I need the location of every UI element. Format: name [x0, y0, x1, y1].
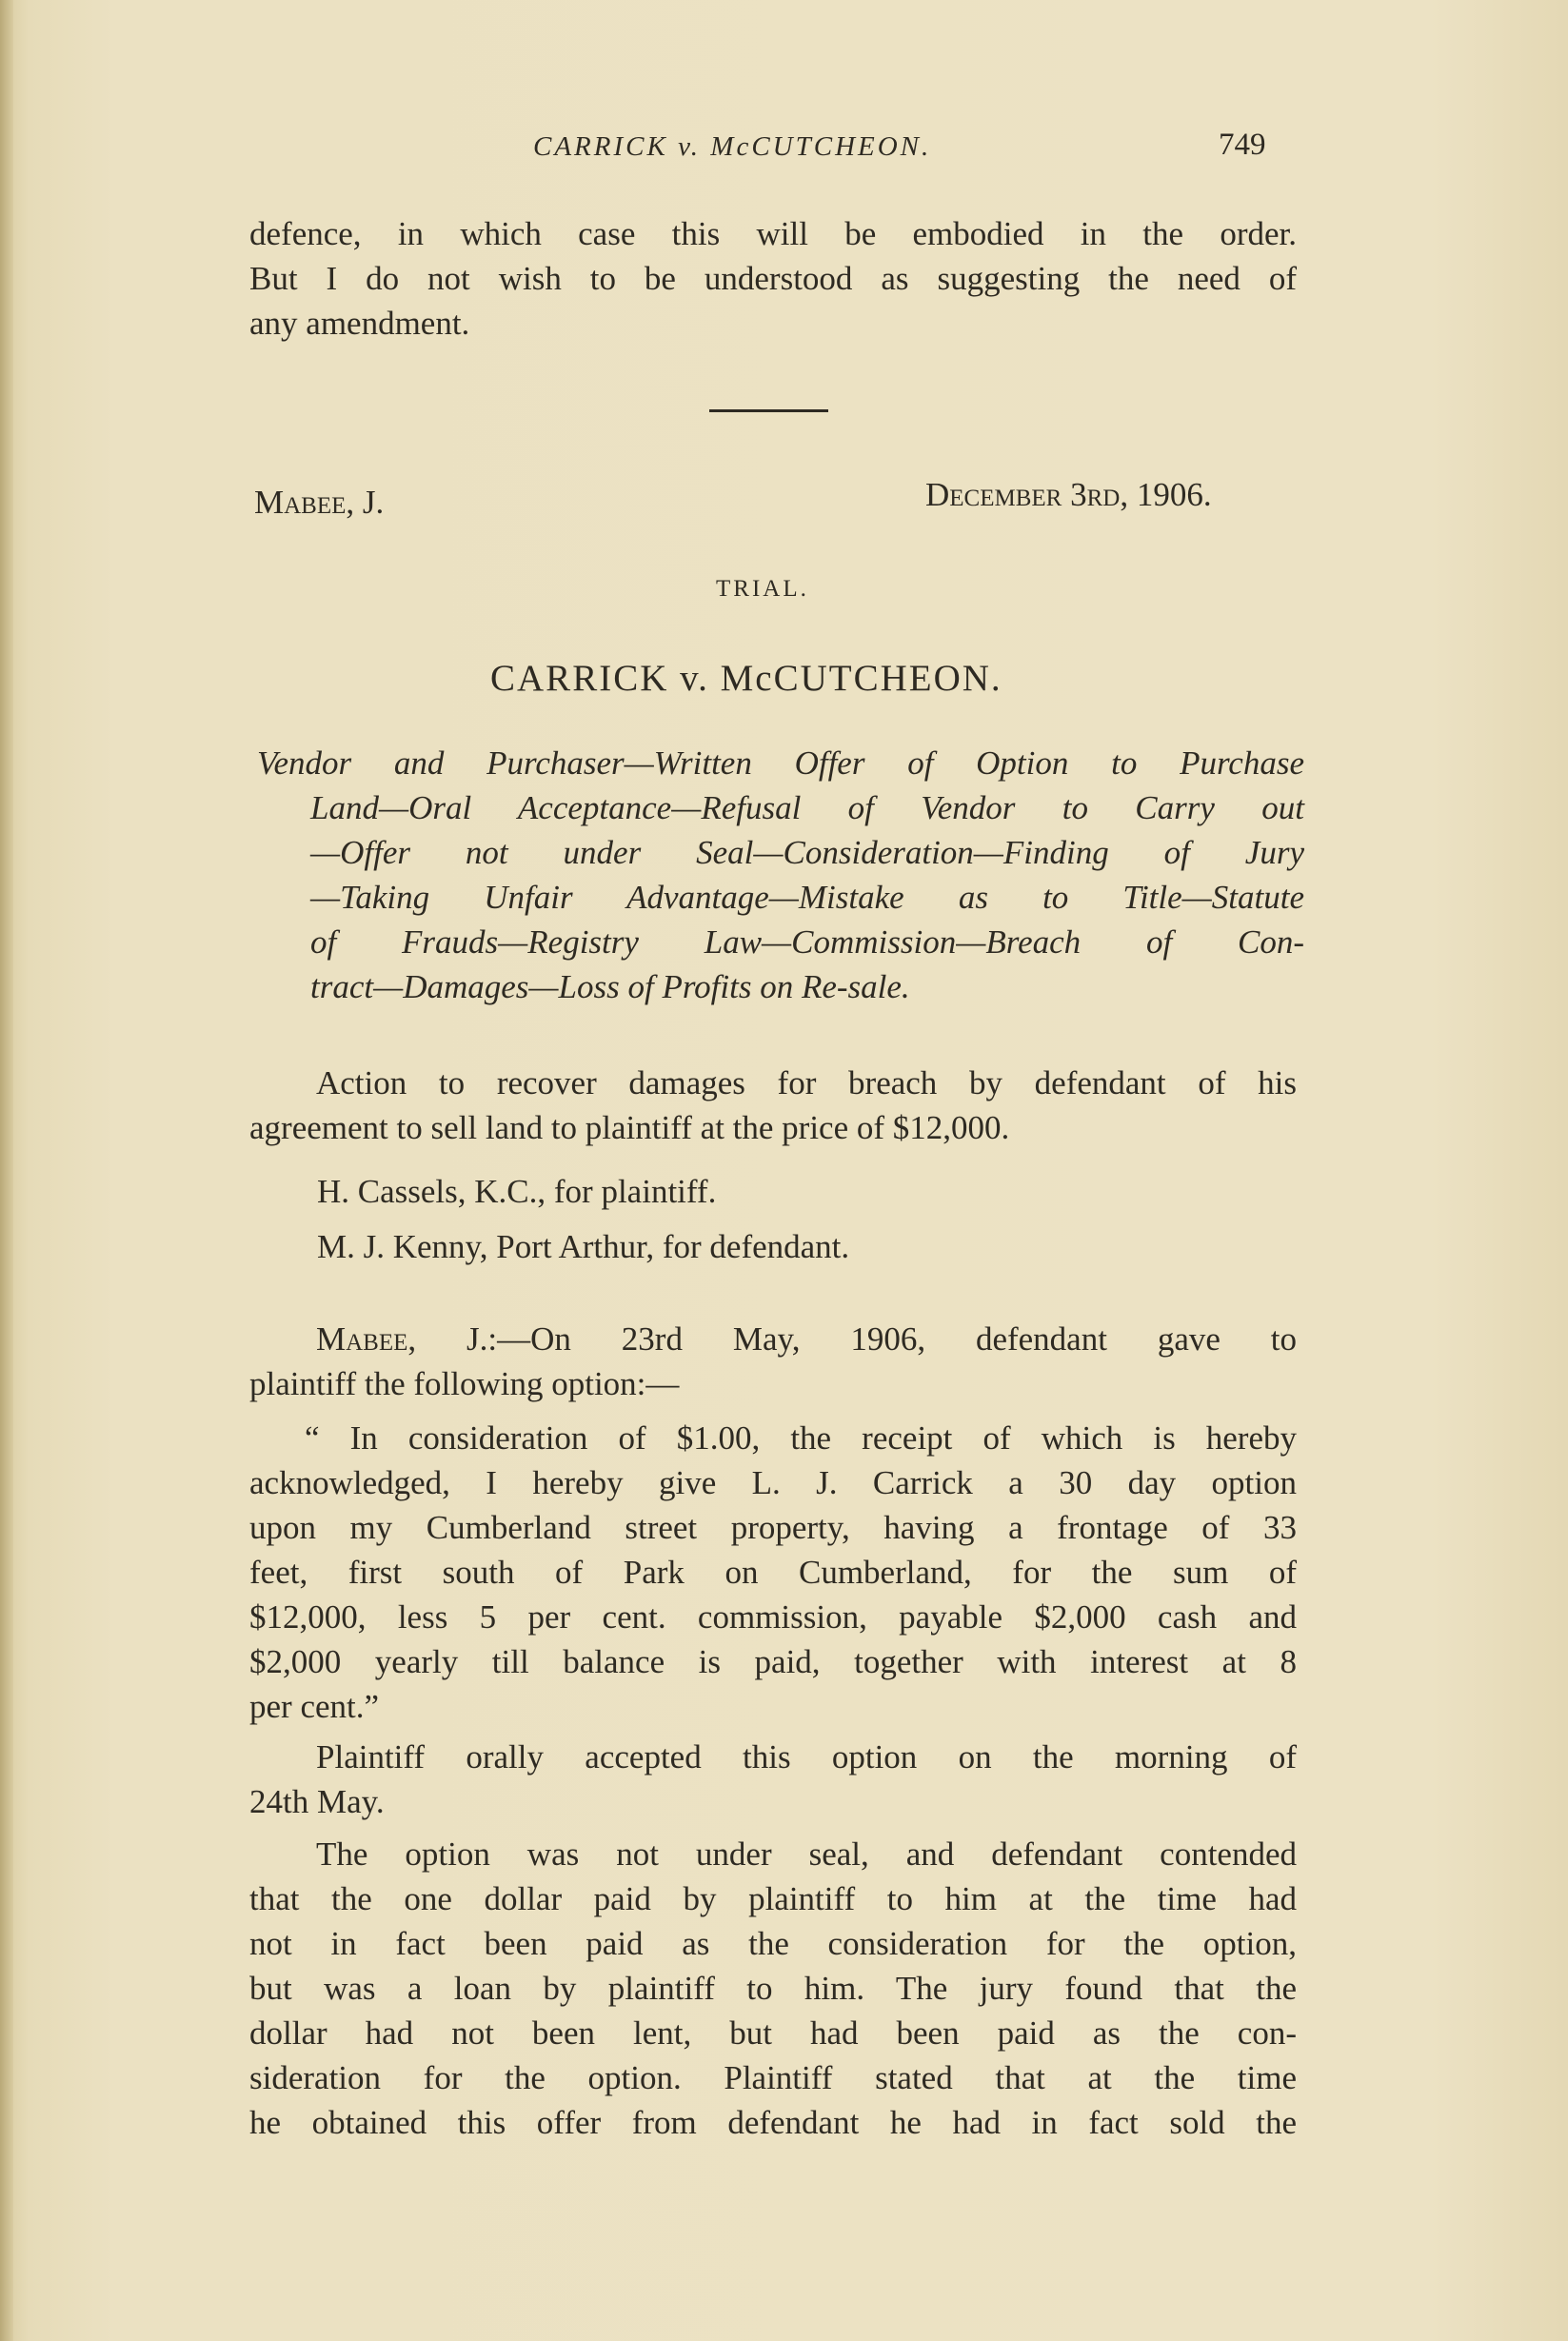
- headnote-line: —Offer not under Seal—Consideration—Finding of Jury: [310, 834, 1304, 871]
- case-title: CARRICK v. McCUTCHEON.: [490, 658, 1002, 699]
- headnote-line: Vendor and Purchaser—Written Offer of Option to Purchase: [257, 744, 1304, 782]
- judgment-opening: [249, 1317, 1297, 1406]
- court-label: TRIAL.: [716, 576, 809, 602]
- text-line: feet, first south of Park on Cumberland, for the sum of: [249, 1554, 1297, 1591]
- page-spine-shadow: [0, 0, 13, 2341]
- text-line: [249, 1317, 1297, 1361]
- seal-paragraph: [249, 1832, 1297, 2145]
- text-line: “ In consideration of $1.00, the receipt of which is hereby: [305, 1419, 1297, 1457]
- text-line: he obtained this offer from defendant he had in fact sold the: [249, 2104, 1297, 2141]
- page-number: 749: [1219, 128, 1266, 162]
- continuation-paragraph: [249, 211, 1297, 346]
- text-line: upon my Cumberland street property, having a frontage of 33: [249, 1509, 1297, 1546]
- counsel-plaintiff: H. Cassels, K.C., for plaintiff.: [317, 1173, 717, 1210]
- counsel-defendant: M. J. Kenny, Port Arthur, for defendant.: [317, 1228, 850, 1265]
- headnote: [257, 741, 1304, 1009]
- text-line: Plaintiff orally accepted this option on the morning of: [316, 1738, 1297, 1776]
- text-line: that the one dollar paid by plaintiff to him at the time had: [249, 1880, 1297, 1917]
- headnote-line: tract—Damages—Loss of Profits on Re-sale.: [310, 968, 910, 1005]
- text-line: The option was not under seal, and defendant contended: [316, 1835, 1297, 1873]
- text-line: 24th May.: [249, 1783, 385, 1820]
- opening-text: :—On 23rd May, 1906, defendant gave to: [487, 1320, 1297, 1358]
- text-line: not in fact been paid as the consideration for the option,: [249, 1925, 1297, 1962]
- text-line: but was a loan by plaintiff to him. The jury found that the: [249, 1970, 1297, 2007]
- running-title: CARRICK v. McCUTCHEON.: [533, 131, 932, 162]
- action-paragraph: [249, 1061, 1297, 1150]
- headnote-line: Land—Oral Acceptance—Refusal of Vendor to Carry out: [310, 789, 1304, 826]
- text-line: But I do not wish to be understood as suggesting the need of: [249, 260, 1297, 297]
- text-line: agreement to sell land to plaintiff at the price of $12,000.: [249, 1109, 1010, 1146]
- text-line: Action to recover damages for breach by defendant of his: [316, 1064, 1297, 1101]
- text-line: defence, in which case this will be embodied in the order.: [249, 215, 1297, 252]
- acceptance-paragraph: [249, 1735, 1297, 1824]
- headnote-line: of Frauds—Registry Law—Commission—Breach of Con-: [310, 923, 1304, 961]
- text-line: dollar had not been lent, but had been paid as the con-: [249, 2014, 1297, 2052]
- text-line: acknowledged, I hereby give L. J. Carrick a 30 day option: [249, 1464, 1297, 1501]
- section-divider: [709, 409, 828, 412]
- judgment-judge: Mabee, J.: [316, 1320, 488, 1358]
- text-line: sideration for the option. Plaintiff stated that at the time: [249, 2059, 1297, 2096]
- text-line: per cent.”: [249, 1688, 380, 1725]
- quoted-option: [249, 1416, 1297, 1729]
- text-line: $2,000 yearly till balance is paid, together with interest at 8: [249, 1643, 1297, 1680]
- text-line: $12,000, less 5 per cent. commission, payable $2,000 cash and: [249, 1598, 1297, 1636]
- text-line: plaintiff the following option:—: [249, 1365, 680, 1402]
- headnote-line: —Taking Unfair Advantage—Mistake as to Title—Statute: [310, 879, 1304, 916]
- decision-date: December 3rd, 1906.: [925, 476, 1212, 513]
- judge-name: Mabee, J.: [254, 484, 385, 521]
- text-line: any amendment.: [249, 305, 470, 342]
